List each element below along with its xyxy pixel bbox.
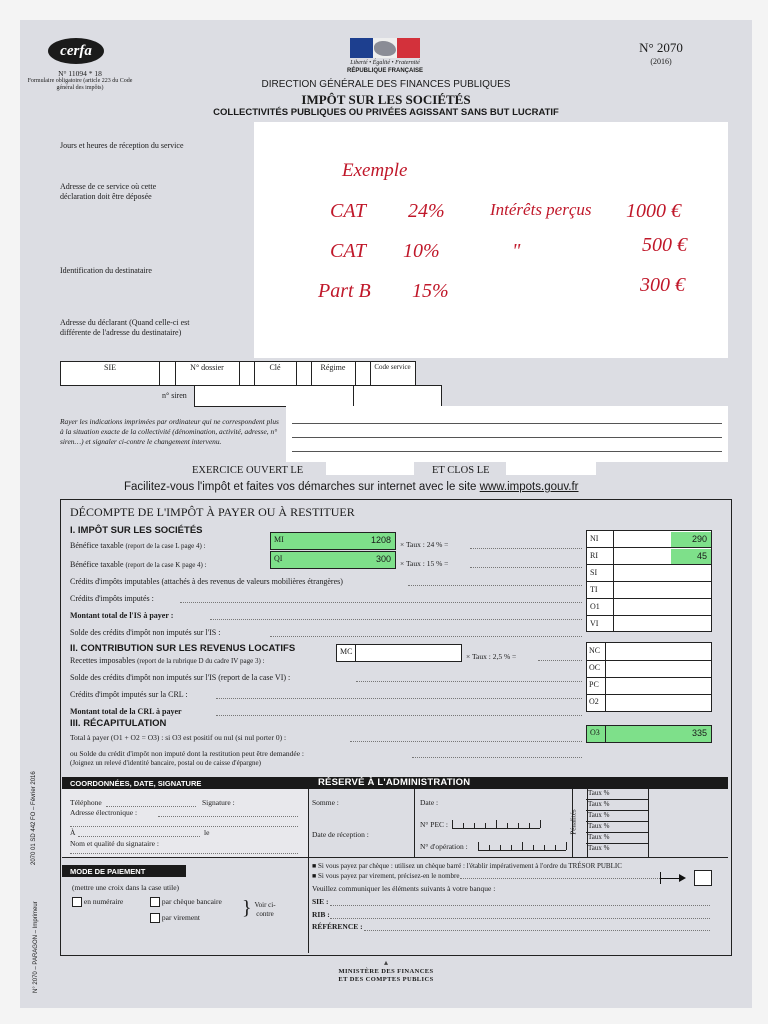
change-area[interactable] [286,406,728,462]
transfer-option[interactable]: par virement [150,913,200,923]
transfer-arrow [660,878,680,879]
phone-label[interactable]: Téléphone [70,798,102,807]
reference-label: RÉFÉRENCE : [312,922,363,931]
o3-field[interactable]: O3 335 [586,725,712,743]
ri-value[interactable]: 45 [696,551,707,561]
code-service-header: Code service [374,363,411,371]
cheque-checkbox[interactable] [150,897,160,907]
signature-label: Signature : [202,798,235,807]
siren-field[interactable] [194,385,442,407]
rib-note: (Joignez un relevé d'identité bancaire, postal ou de caisse d'épargne) [70,759,261,767]
impots-link[interactable]: www.impots.gouv.fr [479,481,579,493]
sie-header: SIE [104,363,116,372]
row-qi-label: Bénéfice taxable (report de la case K page 4) : [70,560,207,569]
hw-rate-2: 10% [403,240,440,262]
promo-line [124,481,579,493]
hw-partb: Part B [318,280,371,302]
admin-title: RÉSERVÉ À L'ADMINISTRATION [318,777,471,788]
form-sheet [20,20,752,1008]
mi-rate: × Taux : 24 % = [400,540,449,549]
somme-label: Somme : [312,798,339,807]
payment-title: MODE DE PAIEMENT [70,867,146,876]
row-mi-label: Bénéfice taxable (report de la case L page 4) : [70,541,206,550]
ti-code: TI [590,585,598,594]
row-pc-label: Crédits d'impôt imputés sur la CRL : [70,690,188,699]
declarant-label: Adresse du déclarant (Quand celle-ci est différente de l'adresse du destinataire) [60,318,190,337]
change-note: Rayer les indications imprimées par ordinateur qui ne correspondent plus à la situation exacte de la collectivité (dénomination, activité, adresse, n° siren…) et signaler ci-contre le changement intervenu. [60,417,279,446]
payment-note: (mettre une croix dans la case utile) [72,883,180,892]
section-recap-title: III. RÉCAPITULATION [70,718,167,729]
see-opposite: Voir ci-contre [254,901,276,918]
pec-comb [452,820,540,829]
form-year: (2016) [650,57,672,66]
place-label[interactable]: À [70,828,76,837]
bank-info: Veuillez communiquer les éléments suivants à votre banque : [312,884,496,893]
oc-code: OC [589,663,601,672]
marianne-logo [350,38,420,58]
hw-cat-1: CAT [330,200,366,222]
row-si-label: Crédits d'impôts imputables (attachés à des revenus de valeurs mobilières étrangères) [70,577,343,586]
vi-code: VI [590,619,599,628]
siren-label: n° siren [162,391,187,400]
hw-amount-3: 300 € [640,274,685,296]
legal-note: Formulaire obligatoire (article 223 du Code général des impôts) [27,78,133,91]
regime-header: Régime [320,363,346,372]
penalty-rates: Taux % Taux % Taux % Taux % Taux % Taux % [586,789,648,857]
row-vi-label: Solde des crédits d'impôt non imputés sur l'IS : [70,628,221,637]
dossier-header: N° dossier [190,363,224,372]
section-is-title: I. IMPÔT SUR LES SOCIÉTÉS [70,525,203,536]
republic-label: RÉPUBLIQUE FRANÇAISE [346,68,423,74]
exercise-opened-label: EXERCICE OUVERT LE [192,465,304,476]
hw-amount-1: 1000 € [626,200,681,222]
coords-title: COORDONNÉES, DATE, SIGNATURE [70,779,202,788]
transfer-count-box[interactable] [694,870,712,886]
qi-rate: × Taux : 15 % = [400,559,449,568]
reception-label: Jours et heures de réception du service [60,141,184,150]
promo-text: Facilitez-vous l'impôt et faites vos démarches sur internet avec le site [124,481,477,493]
operation-comb [478,842,566,851]
cerfa-number: N° 11094 * 18 [58,69,102,78]
crl-results-column [586,642,712,712]
ni-code: NI [590,534,599,543]
ri-code: RI [590,551,598,560]
cerfa-logo: cerfa [48,38,104,64]
form-number: N° 2070 [639,40,683,55]
sie-bank-label: SIE : [312,897,329,906]
hw-rate-3: 15% [412,280,449,302]
mi-field[interactable]: MI 1208 [270,532,396,550]
exercise-open-date[interactable] [326,461,414,475]
row-ti-label: Crédits d'impôts imputés : [70,594,154,603]
hw-amount-2: 500 € [642,234,687,256]
signatory-label[interactable]: Nom et qualité du signataire : [70,839,159,848]
exercise-close-date[interactable] [506,461,596,475]
hw-cat-2: CAT [330,240,366,262]
direction-title: DIRECTION GÉNÉRALE DES FINANCES PUBLIQUES [261,79,511,90]
form-subtitle: COLLECTIVITÉS PUBLIQUES OU PRIVÉES AGISSANT SANS BUT LUCRATIF [213,107,559,118]
motto: Liberté • Égalité • Fraternité [350,60,420,66]
si-code: SI [590,568,598,577]
side-code-printer: N° 2070 – PARAGON – Imprimeur [33,901,39,993]
o2-code: O2 [589,697,599,706]
cheque-info: ■ Si vous payez par chèque : utilisez un chèque barré : l'établir impérativement à l'ordre du TRÉSOR PUBLIC [312,862,622,870]
form-title: IMPÔT SUR LES SOCIÉTÉS [301,92,471,107]
hw-rate-1: 24% [408,200,445,222]
cle-header: Clé [269,363,281,372]
service-address-label: Adresse de ce service où cette déclaration doit être déposée [60,182,157,201]
hw-interest: Intérêts perçus [490,200,592,219]
hw-ditto: " [512,240,521,262]
row-o3-label: Total à payer (O1 + O2 = O3) : si O3 est positif ou nul (si nul porter 0) : [70,733,287,742]
nc-code: NC [589,646,601,655]
side-code: 2070 01 SD 442 FO – Février 2016 [31,771,37,865]
penalties-label: Pénalités [569,809,578,835]
cheque-option[interactable]: par chèque bancaire [150,897,222,907]
row-credit-label: ou Solde du crédit d'impôt non imputé dont la restitution peut être demandée : [70,749,305,758]
transfer-info: ■ Si vous payez par virement, précisez-en le nombre [312,872,460,880]
pc-code: PC [589,680,599,689]
rib-label: RIB : [312,910,330,919]
identification-label: Identification du destinataire [60,266,152,275]
ministry-line1: MINISTÈRE DES FINANCES [338,968,434,975]
cash-checkbox[interactable] [72,897,82,907]
o1-code: O1 [590,602,600,611]
row-o2-label: Montant total de la CRL à payer [70,707,182,716]
row-o1-label: Montant total de l'IS à payer : [70,611,174,620]
mc-rate: × Taux : 2,5 % = [466,652,517,661]
pec-label: N° PEC : [420,820,449,829]
reception-date-label: Date de réception : [312,830,369,839]
is-results-column [586,530,712,632]
section-crl-title: II. CONTRIBUTION SUR LES REVENUS LOCATIFS [70,643,296,654]
brace: } [242,897,252,919]
date-label: Date : [420,798,439,807]
row-oc-label: Solde des crédits d'impôt non imputés sur l'IS (report de la case VI) : [70,673,291,682]
mc-field[interactable]: MC [336,644,462,662]
ministry-line2: ET DES COMPTES PUBLICS [338,976,434,983]
email-label[interactable]: Adresse électronique : [70,808,138,817]
ni-value[interactable]: 290 [691,534,707,544]
cash-option[interactable]: en numéraire [72,897,123,907]
date-le-label[interactable]: le [204,828,210,837]
transfer-checkbox[interactable] [150,913,160,923]
id-grid [60,361,416,386]
qi-field[interactable]: QI 300 [270,551,396,569]
ministry-emblem: ▴ [383,958,388,967]
operation-label: N° d'opération : [420,842,468,851]
row-mc-label: Recettes imposables (report de la rubrique D du cadre IV page 3) : [70,656,265,665]
exercise-closed-label: ET CLOS LE [432,465,490,476]
decompte-title: DÉCOMPTE DE L'IMPÔT À PAYER OU À RESTITUER [70,505,355,519]
handwritten-title: Exemple [342,160,408,181]
